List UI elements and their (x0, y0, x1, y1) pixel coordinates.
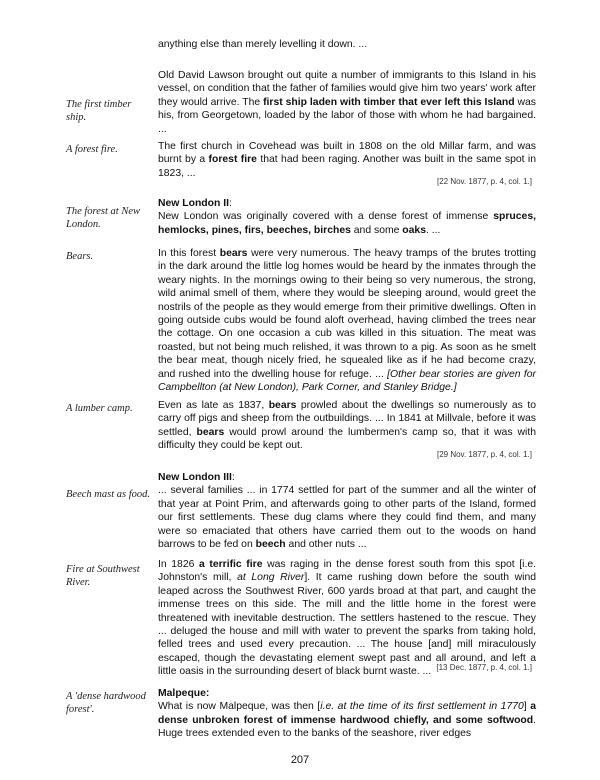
paragraph-point-prim: ... several families ... in 1774 settled for part of the summer and all the winter of that year at Point Prim, and afterwards going to other parts of the Island, formed our first settlements. These dug clams where they could find them, and many were so emaciated that others have carried them out to the woods on hand barrows to be fed on beech and other nuts ... (158, 485, 536, 551)
section-malpeque (158, 687, 536, 741)
citation-29-nov-1877: [29 Nov. 1877, p. 4, col. 1.] (436, 450, 532, 459)
citation-22-nov-1877: [22 Nov. 1877, p. 4, col. 1.] (436, 177, 532, 186)
paragraph-malpeque: What is now Malpeque, was then [i.e. at the time of its first settlement in 1770] a dense unbroken forest of immense hardwood chiefly, and some softwood. Huge trees extended even to the banks of the seashore, river edges (158, 701, 537, 740)
page-number: 207 (290, 754, 310, 766)
margin-note-fire-southwest: Fire at Southwest River. (66, 564, 140, 588)
margin-note-forest-new-london: The forest at New London. (66, 206, 140, 230)
paragraph-new-london-forest: New London was originally covered with a dense forest of immense spruces, hemlocks, pines, firs, beeches, birches and some oaks. ... (158, 211, 536, 236)
margin-note-dense-hardwood: A 'dense hardwood forest'. (66, 691, 146, 715)
margin-note-first-timber-ship: The first timber ship. (66, 99, 132, 123)
margin-note-forest-fire: A forest fire. (66, 144, 118, 155)
heading-malpeque: Malpeque: (158, 688, 210, 699)
paragraph-levelling: anything else than merely levelling it down. ... (158, 39, 368, 50)
heading-new-london-iii: New London III: (158, 472, 235, 483)
paragraph-fire-1826: In 1826 a terrific fire was raging in the dense forest south from this spot [i.e. Johnston's mill, at Long River]. It came rushing down before the south wind leaped across the Southwest River, 600 yards broad at that part, and caught the immense trees on this side. The mill and the little home in the forest were threatened with inevitable destruction. The settlers hastened to the rescue. They ... deluged the house and mill with water to prevent the sparks from taking hold, felled trees and used every precaution. ... The house [and] mill miraculously escaped, though the devastating element swept past and all around, and left a little oasis in the surrounding desert of black burnt waste. ... (158, 559, 537, 678)
paragraph-david-lawson: Old David Lawson brought out quite a number of immigrants to this Island in his vessel, on condition that the father of families would give him two years' work after they would arrive. The first ship laden with timber that ever left this Island was his, from Georgetown, loaded by the labor of those with whom he had bargained. ... (158, 70, 536, 135)
paragraph-bears: In this forest bears were very numerous. The heavy tramps of the brutes trotting in the dark around the little log homes would be heard by the inmates through the weary nights. In the mornings owing to their being so very numerous, the strong, wild animal smell of them, where they would be sleeping around, would greet the nostrils of the people as they would emerge from their primitive dwellings. Often in going outside cubs would be found aloft overhead, having climbed the trees near the cottage. On one occasion a cub was killed in this situation. The meat was roasted, but not being much relished, it was thrown to a pig. As soon as he smelt the bear meat, though nicely fried, he squealed like as if he had become crazy, and rushed into the dwelling house for refuge. ... [Other bear stories are given for Campbellton (at New London), Park Corner, and Stanley Bridge.] (158, 248, 536, 394)
section-new-london-ii (158, 197, 536, 237)
paragraph-covehead-church: The first church in Covehead was built in 1808 on the old Millar farm, and was burnt by a forest fire that had been raging. Another was built in the same spot in 1823, ... (158, 141, 536, 179)
paragraph-bears-1837: Even as late as 1837, bears prowled about the dwellings so numerously as to carry off pigs and sheep from the outbuildings. ... In 1841 at Millvale, before it was settled, bears would prowl around the lumbermen's camp so, that it was with difficulty they could be kept out. (158, 400, 537, 452)
citation-13-dec-1877: [13 Dec. 1877, p. 4, col. 1.] (436, 663, 532, 672)
margin-note-lumber-camp: A lumber camp. (66, 403, 133, 414)
margin-note-beech-mast: Beech mast as food. (66, 489, 150, 500)
margin-note-bears: Bears. (66, 251, 94, 262)
section-new-london-iii (158, 471, 536, 551)
heading-new-london-ii: New London II: (158, 198, 232, 209)
